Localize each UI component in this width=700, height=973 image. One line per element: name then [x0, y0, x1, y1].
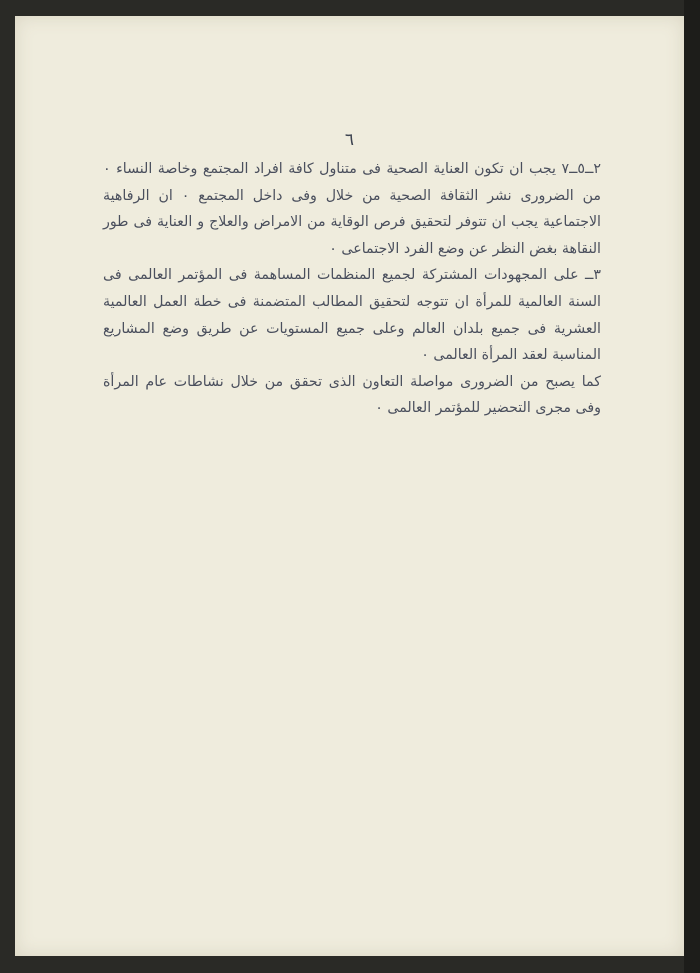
body-text	[103, 156, 601, 422]
document-page	[15, 16, 684, 956]
scanner-edge	[684, 0, 700, 973]
paragraph-health-care: ٢ــ٥ــ٧ يجب ان تكون العناية الصحية فى متناول كافة افراد المجتمع وخاصة النساء ٠ من الضرورى نشر الثقافة الصحية من خلال وفى داخل المجتمع ٠ ان الرفاهية الاجتماعية يجب ان تتوفر لتحقيق فرص الوقاية من الامراض والعلاج و العناية فى طور النقاهة بغض النظر عن وضع الفرد الاجتماعى ٠	[103, 161, 601, 257]
paragraph-cooperation: كما يصبح من الضرورى مواصلة التعاون الذى تحقق من خلال نشاطات عام المرأة وفى مجرى التحضير للمؤتمر العالمى ٠	[103, 373, 601, 417]
page-number: ٦	[344, 130, 355, 150]
paragraph-joint-efforts: ٣ــ على المجهودات المشتركة لجميع المنظمات المساهمة فى المؤتمر العالمى فى السنة العالمية للمرأة ان تتوجه لتحقيق المطالب المتضمنة فى خطة العمل العالمية العشرية فى جميع بلدان العالم وعلى جميع المستويات عن طريق وضع المشاريع المناسبة لعقد المرأة العالمى ٠	[103, 267, 601, 364]
